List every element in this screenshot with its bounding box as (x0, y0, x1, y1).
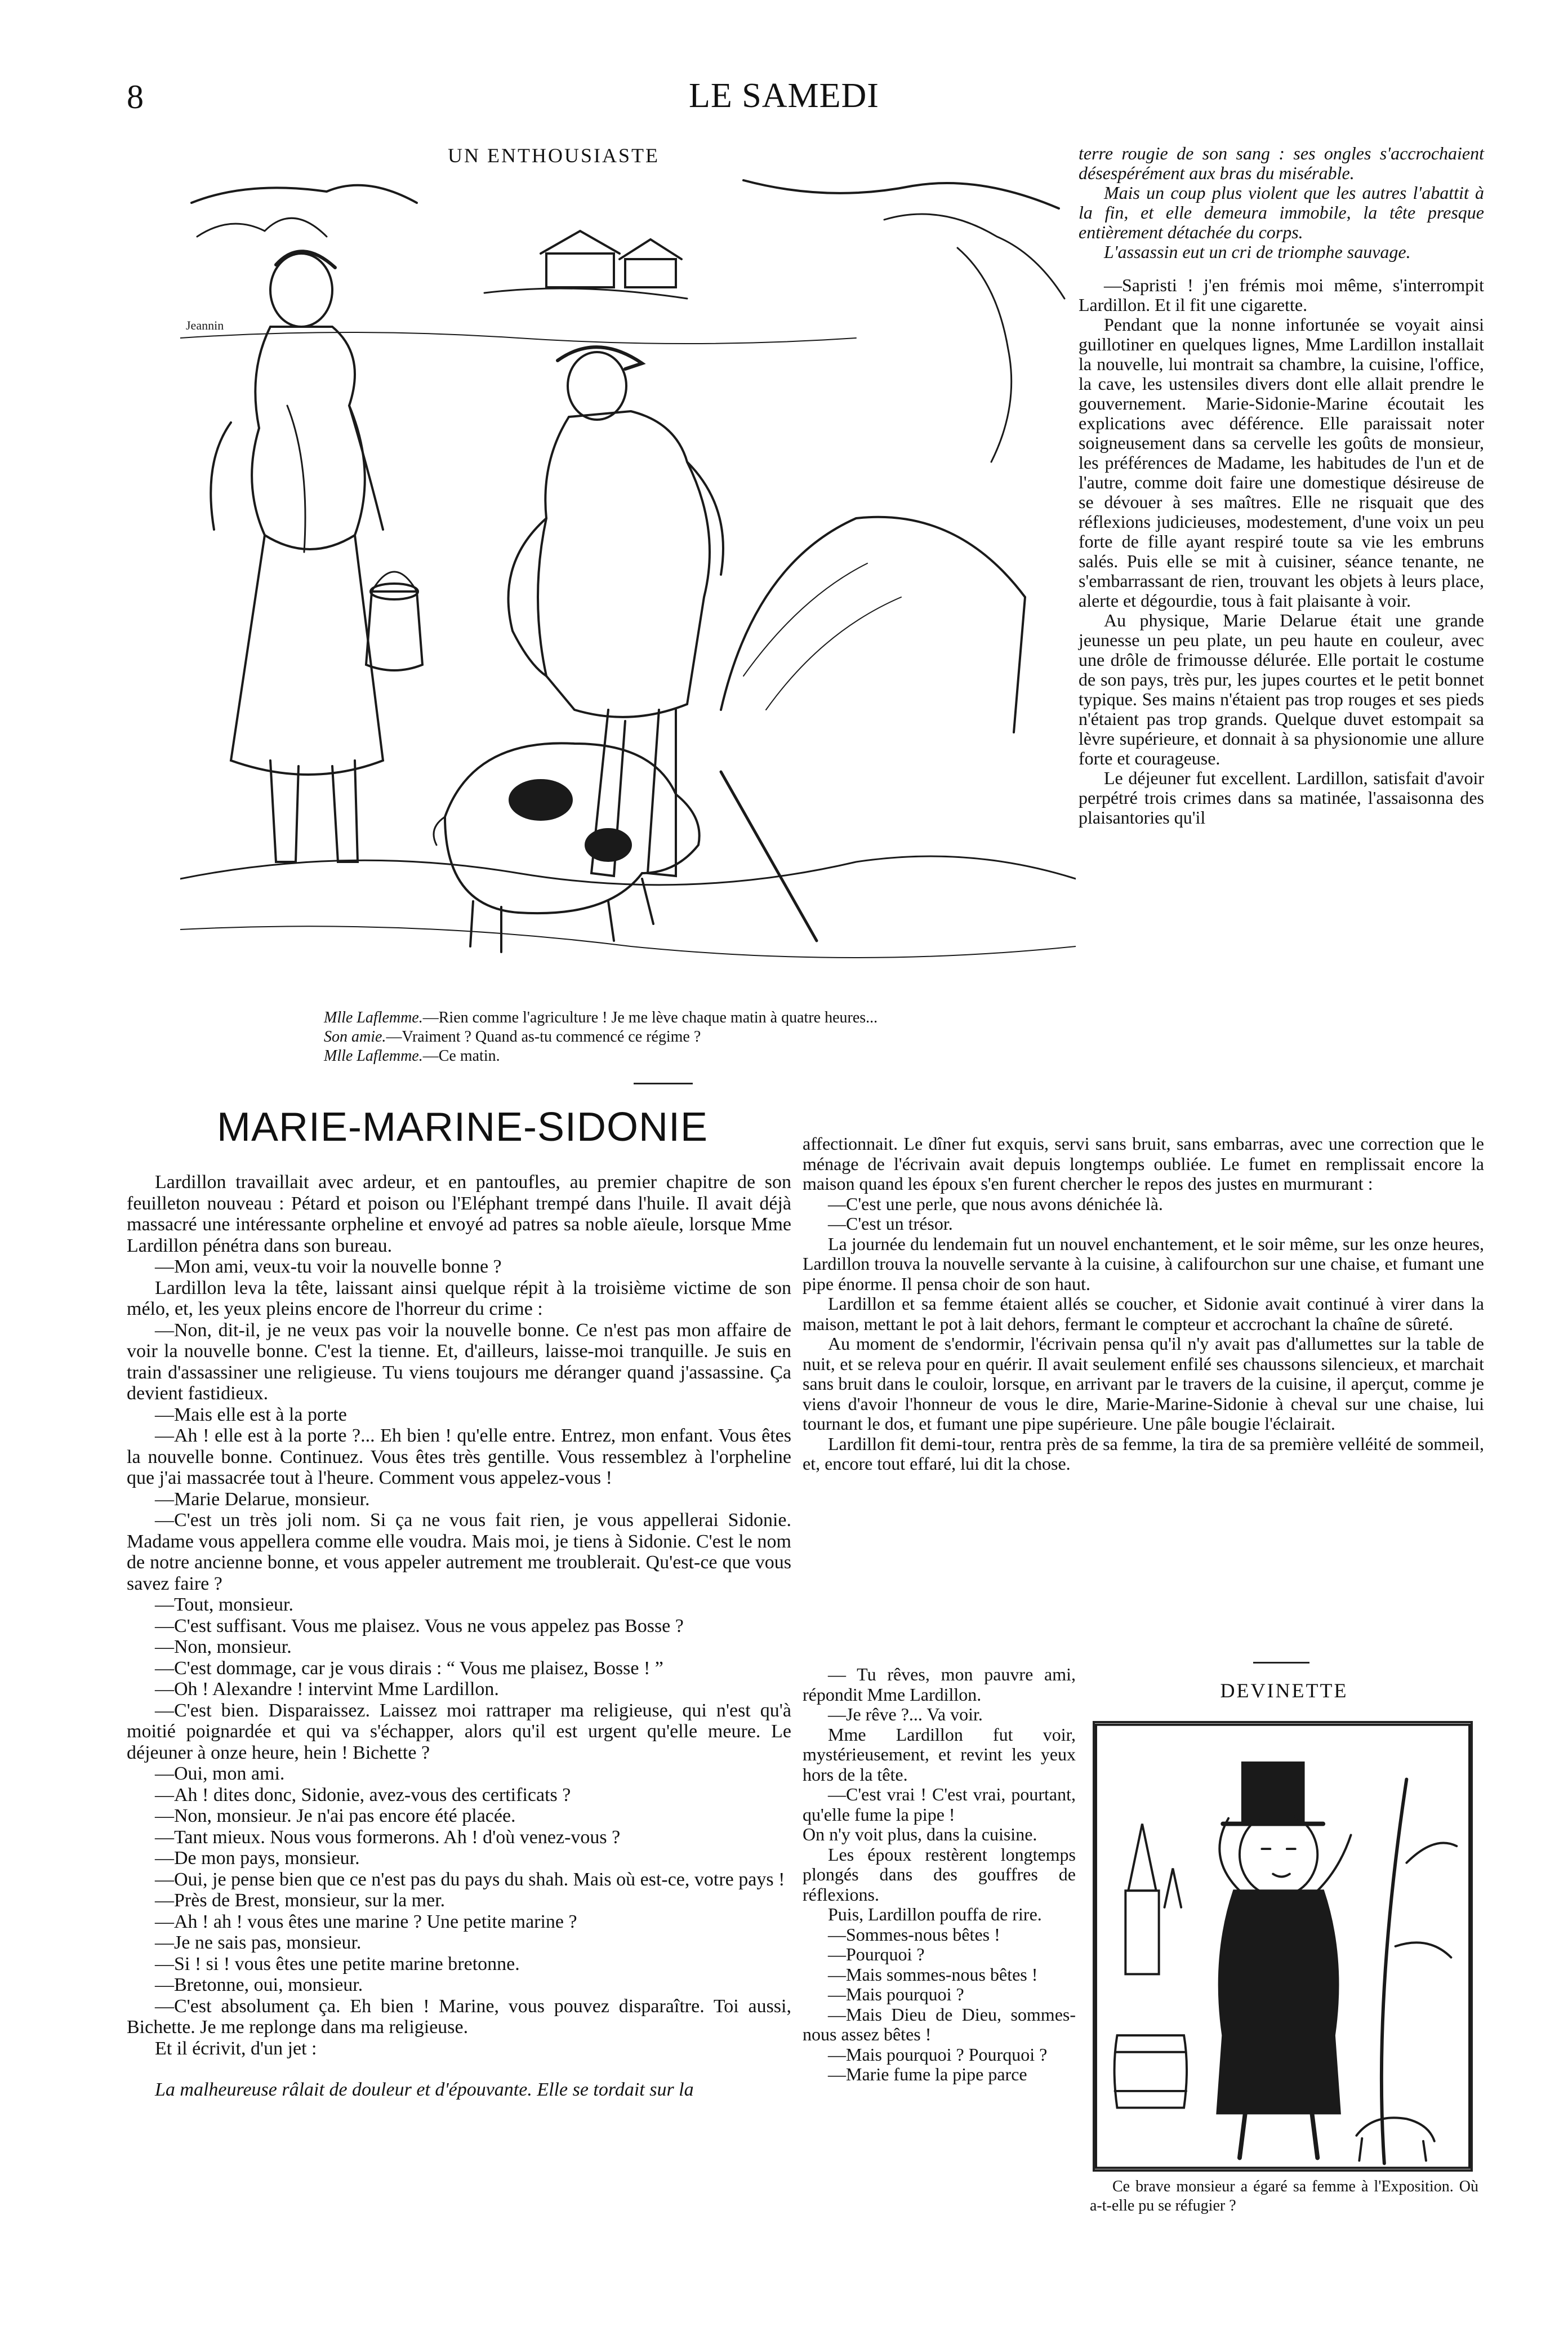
paragraph: —C'est suffisant. Vous me plaisez. Vous ne vous appelez pas Bosse ? (155, 1615, 684, 1636)
paragraph: —Oui, mon ami. (155, 1763, 285, 1784)
paragraph: —Ah ! ah ! vous êtes une marine ? Une petite marine ? (155, 1911, 577, 1932)
paragraph: —Pourquoi ? (828, 1944, 925, 1964)
paragraph: —Non, dit-il, je ne veux pas voir la nouvelle bonne. Ce n'est pas mon affaire de voir la nouvelle bonne. C'est la tienne. Et, d'ailleurs, laisse-moi tranquille. Je suis en train d'assassiner une religieuse. Tu viens toujours me déranger quand j'assassine. Ça devient fastidieux. (127, 1319, 791, 1404)
paragraph: —C'est dommage, car je vous dirais : “ Vous me plaisez, Bosse ! ” (155, 1657, 663, 1679)
paragraph: —Bretonne, oui, monsieur. (155, 1974, 363, 1995)
illustration-signature: Jeannin (186, 318, 224, 332)
illustration-caption (324, 1008, 1112, 1066)
italic-excerpt: terre rougie de son sang : ses ongles s'accrochaient désespérément aux bras du misérable. (1079, 143, 1484, 183)
paragraph: — Tu rêves, mon pauvre ami, répondit Mme Lardillon. (803, 1664, 1076, 1705)
section-divider (634, 1083, 693, 1084)
paragraph: —C'est un très joli nom. Si ça ne vous fait rien, je vous appellerai Sidonie. Madame vous appellera comme elle voudra. Mais moi, je tiens à Sidonie. C'est le nom de notre ancienne bonne, et vous appeler autrement me troublerait. Qu'est-ce que vous savez faire ? (127, 1510, 791, 1594)
paragraph: affectionnait. Le dîner fut exquis, servi sans bruit, sans embarras, avec une correction que le ménage de l'écrivain avait depuis longtemps oubliée. Le fumet en remplissait encore la maison quand les époux s'en furent chercher le repos des justes en murmurant : (803, 1133, 1484, 1194)
paragraph: Lardillon fit demi-tour, rentra près de sa femme, la tira de sa première velléité de sommeil, et, encore tout effaré, lui dit la chose. (803, 1433, 1484, 1474)
paragraph: Et il écrivit, d'un jet : (155, 2038, 317, 2059)
devinette-puzzle-illustration (1093, 1721, 1473, 2172)
page-number: 8 (127, 78, 144, 115)
caption-line-2: Son amie.—Vraiment ? Quand as-tu commencé ce régime ? (324, 1028, 701, 1046)
devinette-title: DEVINETTE (1220, 1679, 1348, 1702)
masthead: LE SAMEDI (689, 77, 879, 115)
story-title: MARIE-MARINE-SIDONIE (217, 1105, 709, 1150)
paragraph: —Mais pourquoi ? Pourquoi ? (828, 2044, 1048, 2065)
paragraph: —De mon pays, monsieur. (155, 1848, 360, 1869)
paragraph: On n'y voit plus, dans la cuisine. (803, 1824, 1037, 1844)
illustration-title: UN ENTHOUSIASTE (448, 144, 660, 167)
italic-excerpt: La malheureuse râlait de douleur et d'épouvante. Elle se tordait sur la (155, 2079, 694, 2100)
italic-excerpt: Mais un coup plus violent que les autres l'abattit à la fin, et elle demeura immobile, la tête presque entièrement détachée du corps. (1079, 183, 1484, 242)
paragraph: Pendant que la nonne infortunée se voyait ainsi guillotiner en quelques lignes, Mme Lardillon installait la nouvelle, lui montrait sa chambre, la cuisine, l'office, la cave, les ustensiles divers dont elle allait prendre le gouvernement. Marie-Sidonie-Marine écoutait les explications avec déférence. Elle paraissait noter soigneusement dans sa cervelle les goûts de monsieur, les préférences de Madame, les habitudes de l'un et de l'autre, comme doit faire une domestique désireuse de se dévouer à ses maîtres. Elle ne risquait que des réflexions judicieuses, modestement, d'une voix un peu forte de fille ayant respiré toute sa vie les embruns salés. Puis elle se mit à cuisiner, séance tenante, ne s'embarrassant de rien, trouvant les objets à leurs place, alerte et dégourdie, tous à fait plaisante à voir. (1079, 314, 1484, 611)
paragraph: Les époux restèrent longtemps plongés dans des gouffres de réflexions. (803, 1844, 1076, 1905)
paragraph: —C'est bien. Disparaissez. Laissez moi rattraper ma religieuse, qui n'est qu'à moitié poignardée et qui va s'échapper, alors qu'il est urgent qu'elle meure. Le déjeuner à onze heure, hein ! Bichette ? (127, 1700, 791, 1763)
paragraph: —Mais Dieu de Dieu, sommes-nous assez bêtes ! (803, 2004, 1076, 2044)
paragraph: —Tant mieux. Nous vous formerons. Ah ! d'où venez-vous ? (155, 1826, 621, 1848)
paragraph: —Si ! si ! vous êtes une petite marine bretonne. (155, 1953, 520, 1974)
paragraph: Lardillon et sa femme étaient allés se coucher, et Sidonie avait continué à virer dans la maison, mettant le pot à lait dehors, fermant le compteur et accrochant la chaîne de sûreté. (803, 1293, 1484, 1334)
italic-excerpt: L'assassin eut un cri de triomphe sauvage. (1104, 242, 1411, 262)
story-left-column (127, 1172, 791, 2101)
paragraph: —C'est vrai ! C'est vrai, pourtant, qu'elle fume la pipe ! (803, 1784, 1076, 1825)
devinette-caption: Ce brave monsieur a égaré sa femme à l'Exposition. Où a-t-elle pu se réfugier ? (1090, 2178, 1478, 2214)
paragraph: —Mon ami, veux-tu voir la nouvelle bonne ? (155, 1256, 502, 1277)
paragraph: —C'est un trésor. (828, 1213, 953, 1234)
paragraph: —Non, monsieur. Je n'ai pas encore été placée. (155, 1805, 516, 1826)
paragraph: —Marie Delarue, monsieur. (155, 1488, 370, 1510)
paragraph: Lardillon leva la tête, laissant ainsi quelque répit à la troisième victime de son mélo, et, les yeux pleins encore de l'horreur du crime : (127, 1277, 791, 1319)
section-divider (1253, 1662, 1309, 1664)
paragraph: —Tout, monsieur. (155, 1594, 294, 1615)
paragraph: —Oui, je pense bien que ce n'est pas du pays du shah. Mais où est-ce, votre pays ! (155, 1869, 785, 1890)
paragraph: —C'est une perle, que nous avons dénichée là. (828, 1193, 1163, 1214)
paragraph: —Ah ! dites donc, Sidonie, avez-vous des certificats ? (155, 1784, 571, 1805)
paragraph: —Ah ! elle est à la porte ?... Eh bien ! qu'elle entre. Entrez, mon enfant. Vous êtes la nouvelle bonne. Continuez. Vous êtes très gentille. Vous ressemblez à l'orpheline que j'ai massacrée tout à l'heure. Comment vous appelez-vous ! (127, 1425, 791, 1488)
paragraph: —Je ne sais pas, monsieur. (155, 1932, 362, 1953)
paragraph: Le déjeuner fut excellent. Lardillon, satisfait d'avoir perpétré trois crimes dans sa matinée, l'assaisonna des plaisantories qu'il (1079, 768, 1484, 828)
paragraph: —Marie fume la pipe parce (828, 2064, 1027, 2084)
caption-line-3: Mlle Laflemme.—Ce matin. (324, 1047, 500, 1065)
paragraph: Puis, Lardillon pouffa de rire. (828, 1904, 1042, 1924)
illustration-two-women-and-pig (180, 169, 1076, 986)
paragraph: Au physique, Marie Delarue était une grande jeunesse un peu plate, un peu haute en couleur, avec une drôle de frimousse délurée. Elle portait le costume de son pays, très pur, les jupes courtes et le petit bonnet typique. Ses mains n'étaient pas trop rouges et ses pieds n'étaient pas trop grands. Quelque duvet estompait sa lèvre supérieure, et donnait à sa physionomie une allure forte et courageuse. (1079, 610, 1484, 768)
paragraph: Au moment de s'endormir, l'écrivain pensa qu'il n'y avait pas d'allumettes sur la table de nuit, et se releva pour en quérir. Il avait seulement enfilé ses chaussons silencieux, et marchait sans bruit dans le couloir, lorsque, en arrivant par le travers de la cuisine, il aperçut, comme je viens d'avoir l'honneur de vous le dire, Marie-Marine-Sidonie à cheval sur une chaise, lui tournant le dos, et fumant une pipe supérieure. Une pâle bougie l'éclairait. (803, 1333, 1484, 1434)
paragraph: —Mais sommes-nous bêtes ! (828, 1964, 1038, 1985)
paragraph: —Près de Brest, monsieur, sur la mer. (155, 1890, 446, 1911)
paragraph: —Oh ! Alexandre ! intervint Mme Lardillon. (155, 1679, 499, 1700)
paragraph: La journée du lendemain fut un nouvel enchantement, et le soir même, sur les onze heures, Lardillon trouva la nouvelle servante à la cuisine, à califourchon sur une chaise, et fumant une pipe énorme. Il pensa choir de son haut. (803, 1233, 1484, 1294)
paragraph: —Mais elle est à la porte (155, 1404, 347, 1425)
story-narrow-column (803, 1665, 1076, 2085)
paragraph: —Sommes-nous bêtes ! (828, 1924, 1000, 1945)
caption-line-1: Mlle Laflemme.—Rien comme l'agriculture ! Je me lève chaque matin à quatre heures... (324, 1009, 878, 1026)
story-wide-column (803, 1134, 1484, 1474)
paragraph: —C'est absolument ça. Eh bien ! Marine, vous pouvez disparaître. Toi aussi, Bichette. Je me replonge dans ma religieuse. (127, 1995, 791, 2038)
paragraph: Mme Lardillon fut voir, mystérieusement, et revint les yeux hors de la tête. (803, 1724, 1076, 1785)
paragraph: —Je rêve ?... Va voir. (828, 1704, 983, 1724)
story-right-column (1079, 144, 1484, 828)
paragraph: —Mais pourquoi ? (828, 1984, 964, 2004)
paragraph: —Non, monsieur. (155, 1636, 292, 1657)
paragraph: —Sapristi ! j'en frémis moi même, s'interrompit Lardillon. Et il fit une cigarette. (1079, 275, 1484, 315)
paragraph: Lardillon travaillait avec ardeur, et en pantoufles, au premier chapitre de son feuilleton nouveau : Pétard et poison ou l'Eléphant trempé dans l'huile. Il avait déjà massacré une intéressante orpheline et envoyé ad patres sa noble aïeule, lorsque Mme Lardillon pénétra dans son bureau. (127, 1172, 791, 1256)
